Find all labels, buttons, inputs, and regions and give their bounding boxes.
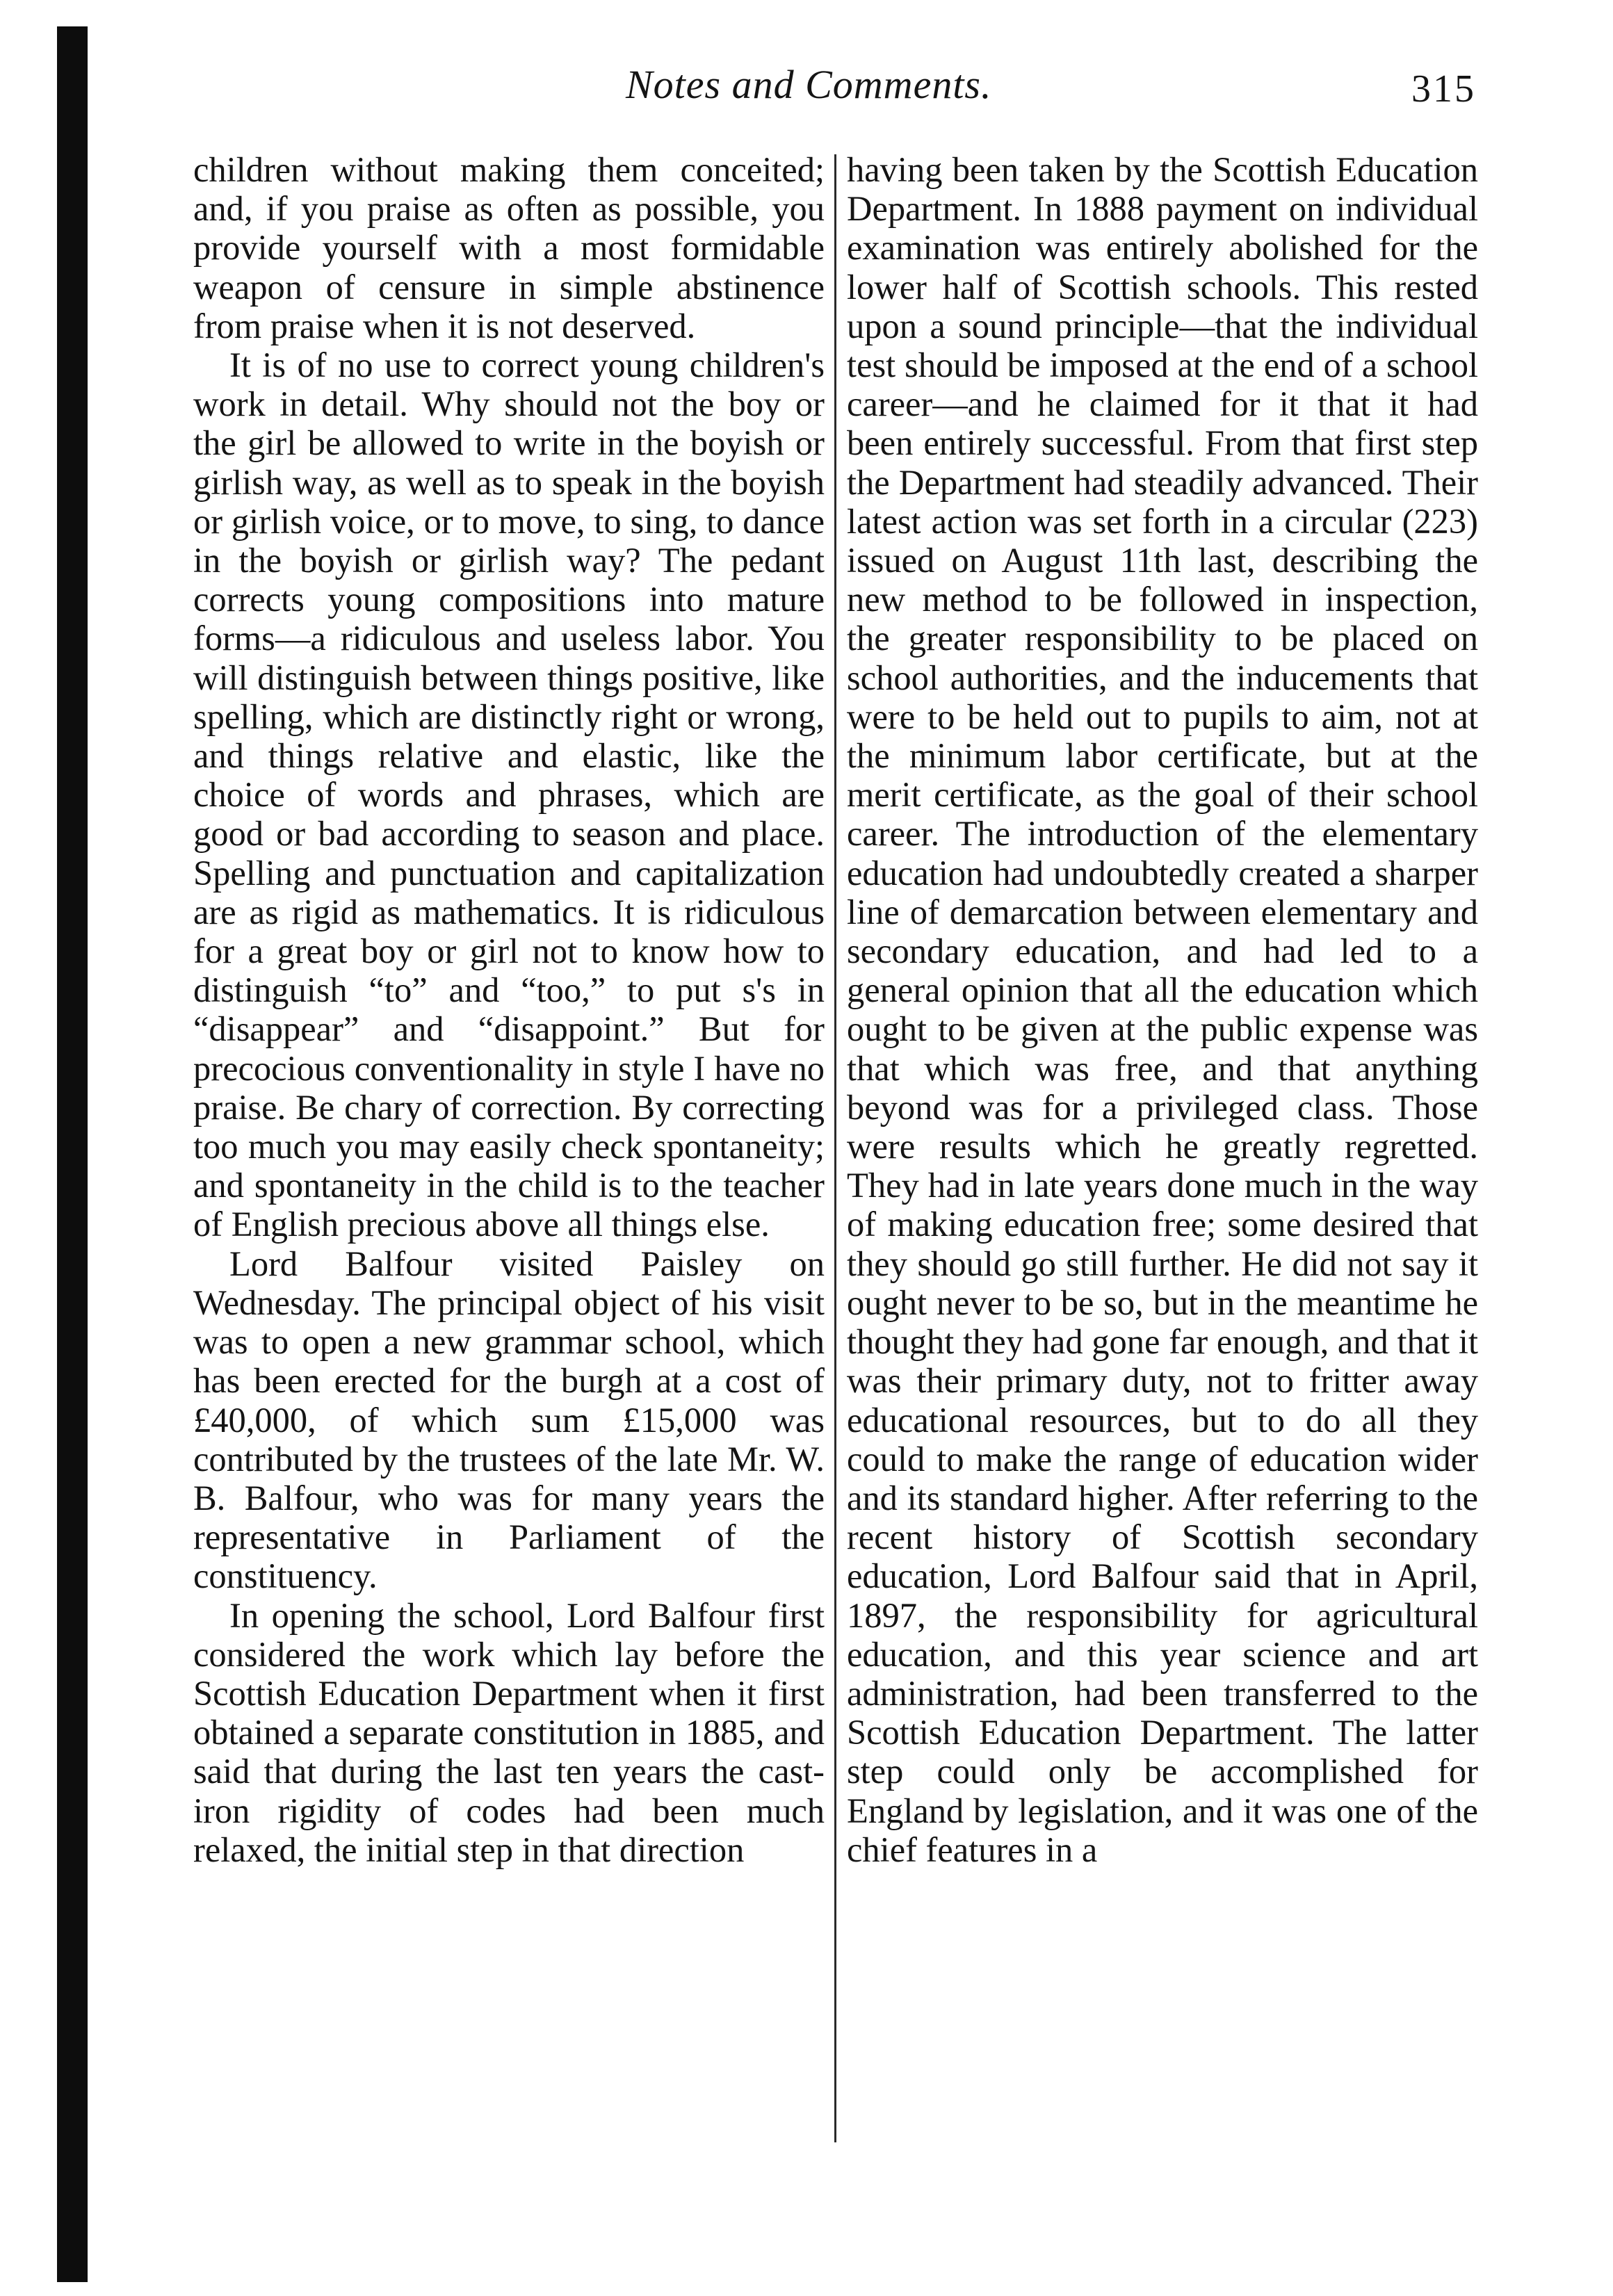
paragraph: children without making them conceited; and, if you praise as often as possible, you provide yourself with a most formidable weapon of censure in simple abstinence from praise when it is not deserved. (193, 150, 825, 345)
paragraph: Lord Balfour visited Paisley on Wednesday. The principal object of his visit was to open a new grammar school, which has been erected for the burgh at a cost of £40,000, of which sum £15,000 was contributed by the trustees of the late Mr. W. B. Balfour, who was for many years the representative in Parliament of the constituency. (193, 1244, 825, 1596)
column-divider (834, 154, 836, 2142)
paragraph: It is of no use to correct young children's work in detail. Why should not the boy or the girl be allowed to write in the boyish or girlish way, as well as to speak in the boyish or girlish voice, or to move, to sing, to dance in the boyish or girlish way? The pedant corrects young compositions into mature forms—a ridiculous and useless labor. You will distinguish between things positive, like spelling, which are distinctly right or wrong, and things relative and elastic, like the choice of words and phrases, which are good or bad according to season and place. Spelling and punctuation and capitalization are as rigid as mathematics. It is ridiculous for a great boy or girl not to know how to distinguish “to” and “too,” to put s's in “disappear” and “disappoint.” But for precocious conventionality in style I have no praise. Be chary of correction. By correcting too much you may easily check spontaneity; and spontaneity in the child is to the teacher of English precious above all things else. (193, 345, 825, 1244)
binding-edge (57, 26, 88, 2282)
paragraph: In opening the school, Lord Balfour first considered the work which lay before the Scottish Education Department when it first obtained a separate constitution in 1885, and said that during the last ten years the cast-iron rigidity of codes had been much relaxed, the initial step in that direction (193, 1595, 825, 1869)
running-title: Notes and Comments. (626, 62, 992, 107)
running-head (0, 61, 1613, 124)
paragraph: having been taken by the Scottish Education Department. In 1888 payment on individual examination was entirely abolished for the lower half of Scottish schools. This rested upon a sound principle—that the individual test should be imposed at the end of a school career—and he claimed for it that it had been entirely successful. From that first step the Department had steadily advanced. Their latest action was set forth in a circular (223) issued on August 11th last, describing the new method to be followed in inspection, the greater responsibility to be placed on school authorities, and the inducements that were to be held out to pupils to aim, not at the minimum labor certificate, but at the merit certificate, as the goal of their school career. The introduction of the elementary education had undoubtedly created a sharper line of demarcation between elementary and secondary education, and had led to a general opinion that all the education which ought to be given at the public expense was that which was free, and that anything beyond was for a privileged class. Those were results which he greatly regretted. They had in late years done much in the way of making education free; some desired that they should go still further. He did not say it ought never to be so, but in the meantime he thought they had gone far enough, and that it was their primary duty, not to fritter away educational resources, but to do all they could to make the range of education wider and its standard higher. After referring to the recent history of Scottish secondary education, Lord Balfour said that in April, 1897, the responsibility for agricultural education, and this year science and art administration, had been transferred to the Scottish Education Department. The latter step could only be accomplished for England by legislation, and it was one of the chief features in a (847, 150, 1478, 1869)
left-column (193, 150, 825, 2152)
page-number: 315 (1411, 67, 1476, 111)
right-column (847, 150, 1478, 2152)
